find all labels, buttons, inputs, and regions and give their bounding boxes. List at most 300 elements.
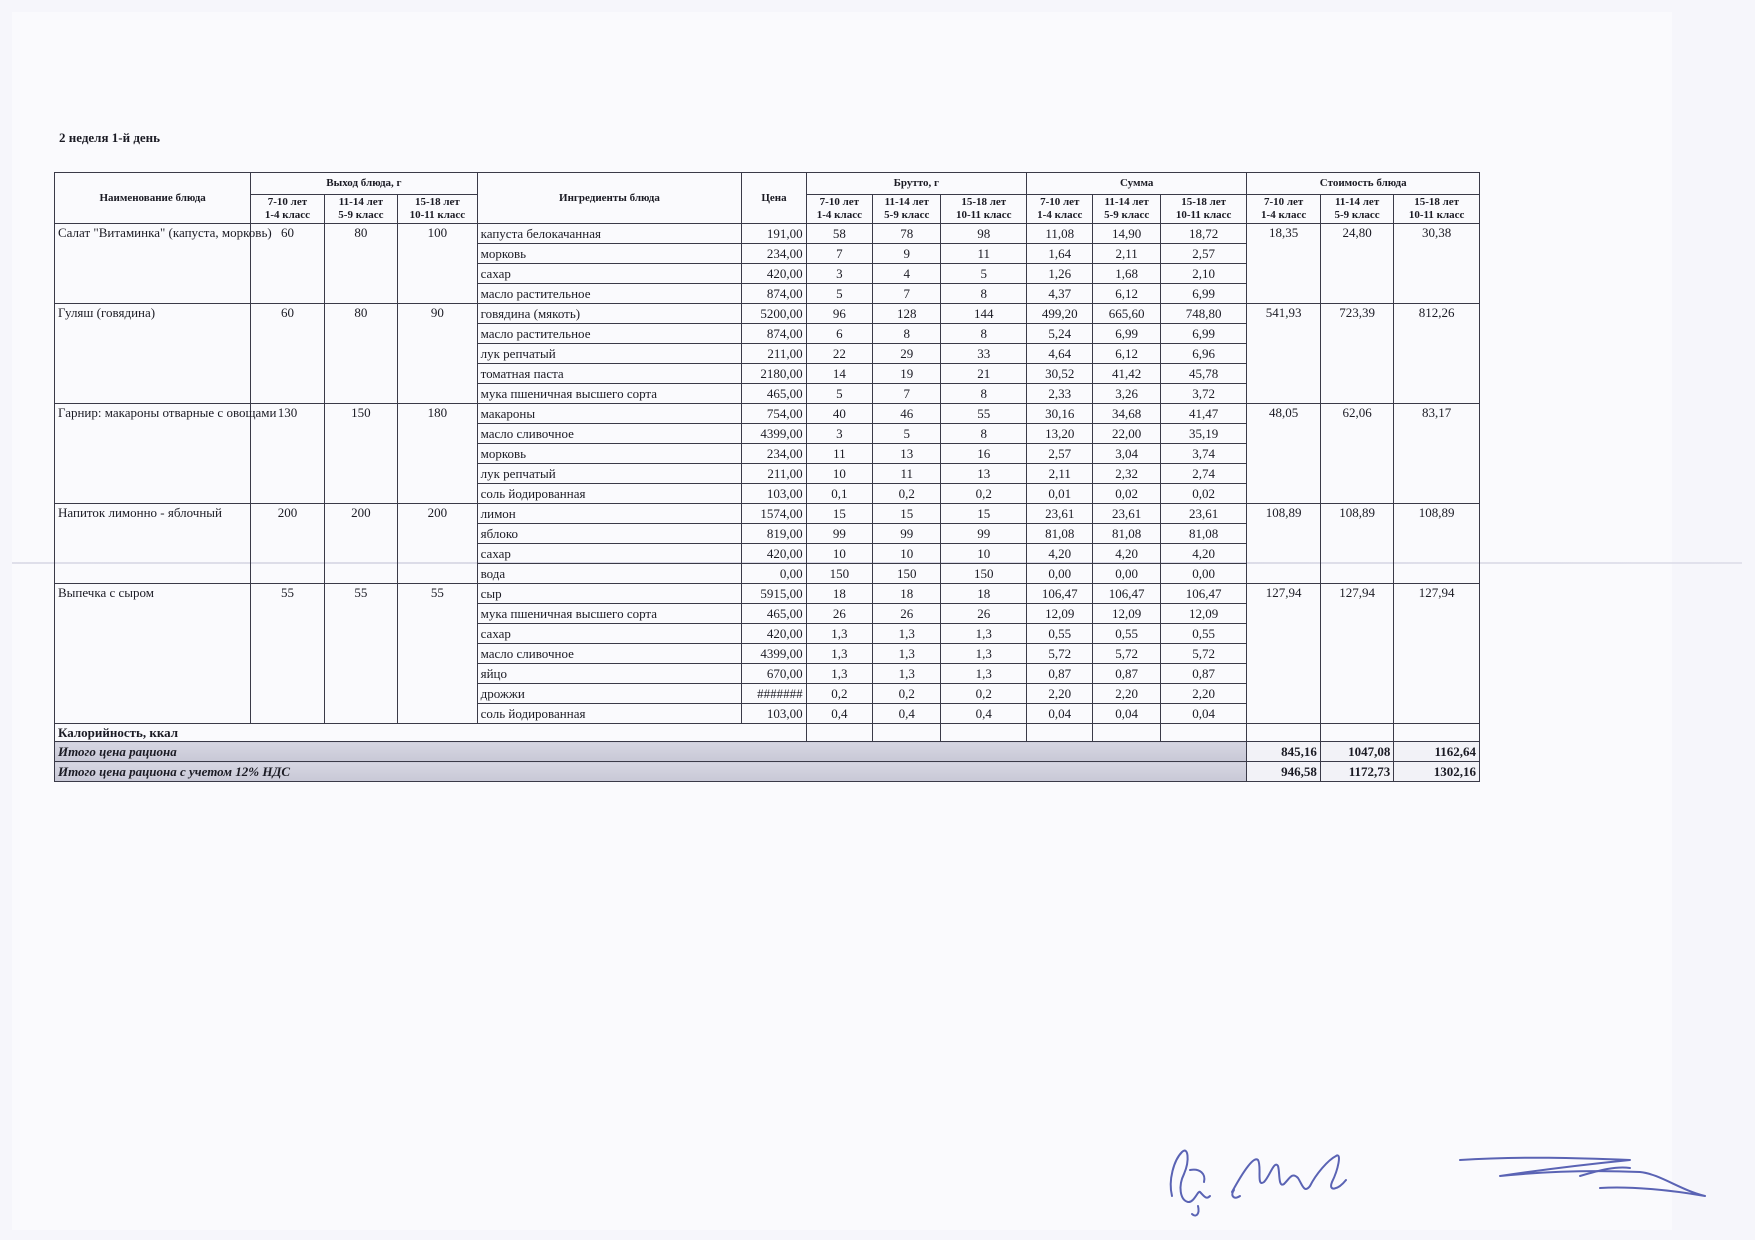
ingredient-brutto: 55 (941, 404, 1027, 424)
header-brutto-age-2 (873, 195, 941, 224)
dish-name: Гуляш (говядина) (55, 304, 251, 404)
ingredient-sum: 30,52 (1027, 364, 1093, 384)
ingredient-brutto: 98 (941, 224, 1027, 244)
ingredient-sum: 45,78 (1160, 364, 1247, 384)
grade-label: 1-4 класс (264, 209, 311, 221)
ingredient-brutto: 18 (941, 584, 1027, 604)
header-yield-age-2 (324, 195, 397, 224)
ingredient-brutto: 1,3 (941, 644, 1027, 664)
ingredient-brutto: 10 (806, 464, 872, 484)
ingredient-sum: 2,11 (1093, 244, 1160, 264)
grade-label: 1-4 класс (816, 209, 862, 221)
ingredient-name: томатная паста (477, 364, 742, 384)
ingredient-brutto: 150 (941, 564, 1027, 584)
ingredient-sum: 0,04 (1027, 704, 1093, 724)
ingredient-sum: 22,00 (1093, 424, 1160, 444)
age-label: 15-18 лет (1181, 196, 1227, 208)
dish-cost: 18,35 (1247, 224, 1320, 304)
ingredient-brutto: 1,3 (873, 664, 941, 684)
dish-cost: 723,39 (1320, 304, 1393, 404)
ingredient-brutto: 144 (941, 304, 1027, 324)
ingredient-brutto: 15 (806, 504, 872, 524)
ingredient-brutto: 8 (941, 384, 1027, 404)
ingredient-name: масло сливочное (477, 644, 742, 664)
ingredient-sum: 2,74 (1160, 464, 1247, 484)
header-brutto-age-3 (941, 195, 1027, 224)
header-brutto-age-1 (806, 195, 872, 224)
table-row (55, 224, 1480, 244)
ingredient-brutto: 15 (941, 504, 1027, 524)
ingredient-brutto: 150 (873, 564, 941, 584)
header-dish-name: Наименование блюда (55, 173, 251, 224)
ingredient-brutto: 128 (873, 304, 941, 324)
ingredient-sum: 106,47 (1160, 584, 1247, 604)
dish-cost: 127,94 (1394, 584, 1480, 724)
ingredient-price: 1574,00 (742, 504, 806, 524)
ingredient-brutto: 0,4 (941, 704, 1027, 724)
header-yield-age-3 (398, 195, 478, 224)
total-label: Итого цена рациона с учетом 12% НДС (55, 762, 1247, 782)
ingredient-sum: 0,55 (1027, 624, 1093, 644)
ingredient-brutto: 13 (941, 464, 1027, 484)
calories-cell (1320, 724, 1393, 742)
ingredient-brutto: 96 (806, 304, 872, 324)
ingredient-sum: 2,20 (1093, 684, 1160, 704)
dish-cost: 83,17 (1394, 404, 1480, 504)
header-sum-age-2 (1093, 195, 1160, 224)
ingredient-brutto: 3 (806, 264, 872, 284)
total-label: Итого цена рациона (55, 742, 1247, 762)
calories-cell (1160, 724, 1247, 742)
calories-cell (1247, 724, 1320, 742)
ingredient-brutto: 22 (806, 344, 872, 364)
table-row (55, 584, 1480, 604)
ingredient-sum: 2,57 (1160, 244, 1247, 264)
ingredient-name: морковь (477, 444, 742, 464)
ingredient-sum: 23,61 (1160, 504, 1247, 524)
grade-label: 10-11 класс (409, 209, 466, 221)
age-label: 7-10 лет (267, 196, 308, 208)
grade-label: 5-9 класс (338, 209, 384, 221)
ingredient-sum: 3,26 (1093, 384, 1160, 404)
ingredient-sum: 14,90 (1093, 224, 1160, 244)
ingredient-sum: 13,20 (1027, 424, 1093, 444)
ingredient-name: мука пшеничная высшего сорта (477, 384, 742, 404)
ingredient-brutto: 7 (873, 384, 941, 404)
dish-cost: 127,94 (1247, 584, 1320, 724)
ingredient-name: масло сливочное (477, 424, 742, 444)
dish-yield: 60 (251, 224, 324, 304)
signatures (1160, 1130, 1730, 1220)
ingredient-name: дрожжи (477, 684, 742, 704)
age-label: 11-14 лет (338, 196, 384, 208)
ingredient-sum: 2,33 (1027, 384, 1093, 404)
ingredient-name: морковь (477, 244, 742, 264)
total-value: 1172,73 (1320, 762, 1393, 782)
ingredient-sum: 665,60 (1093, 304, 1160, 324)
ingredient-name: макароны (477, 404, 742, 424)
ingredient-brutto: 10 (941, 544, 1027, 564)
dish-cost: 108,89 (1247, 504, 1320, 584)
ingredient-brutto: 7 (806, 244, 872, 264)
total-value: 1302,16 (1394, 762, 1480, 782)
ingredient-price: 103,00 (742, 704, 806, 724)
ingredient-price: 874,00 (742, 324, 806, 344)
ingredient-brutto: 26 (806, 604, 872, 624)
ingredient-brutto: 0,4 (873, 704, 941, 724)
ingredient-sum: 0,55 (1093, 624, 1160, 644)
ingredient-sum: 499,20 (1027, 304, 1093, 324)
dish-yield: 200 (324, 504, 397, 584)
age-label: 11-14 лет (1334, 196, 1380, 208)
ingredient-brutto: 150 (806, 564, 872, 584)
dish-cost: 24,80 (1320, 224, 1393, 304)
header-ingredients: Ингредиенты блюда (477, 173, 742, 224)
dish-cost: 62,06 (1320, 404, 1393, 504)
ingredient-brutto: 1,3 (941, 624, 1027, 644)
table-row (55, 404, 1480, 424)
age-label: 7-10 лет (1263, 196, 1304, 208)
dish-cost: 30,38 (1394, 224, 1480, 304)
ingredient-sum: 6,12 (1093, 344, 1160, 364)
ingredient-brutto: 0,2 (806, 684, 872, 704)
ingredient-brutto: 19 (873, 364, 941, 384)
ingredient-brutto: 99 (941, 524, 1027, 544)
dish-yield: 80 (324, 304, 397, 404)
age-label: 7-10 лет (1040, 196, 1080, 208)
ingredient-brutto: 0,2 (873, 484, 941, 504)
header-brutto: Брутто, г (806, 173, 1026, 195)
ingredient-sum: 2,20 (1160, 684, 1247, 704)
ingredient-brutto: 58 (806, 224, 872, 244)
ingredient-brutto: 18 (806, 584, 872, 604)
ingredient-sum: 748,80 (1160, 304, 1247, 324)
ingredient-price: 234,00 (742, 444, 806, 464)
ingredient-sum: 81,08 (1160, 524, 1247, 544)
ingredient-sum: 0,04 (1093, 704, 1160, 724)
dish-cost: 812,26 (1394, 304, 1480, 404)
ingredient-brutto: 1,3 (941, 664, 1027, 684)
ingredient-brutto: 8 (941, 424, 1027, 444)
ingredient-brutto: 26 (941, 604, 1027, 624)
total-row (55, 762, 1480, 782)
ingredient-brutto: 5 (941, 264, 1027, 284)
header-cost: Стоимость блюда (1247, 173, 1480, 195)
ingredient-sum: 12,09 (1093, 604, 1160, 624)
dish-yield: 200 (251, 504, 324, 584)
calories-label: Калорийность, ккал (55, 724, 807, 742)
ingredient-name: вода (477, 564, 742, 584)
dish-cost: 127,94 (1320, 584, 1393, 724)
ingredient-brutto: 46 (873, 404, 941, 424)
ingredient-brutto: 4 (873, 264, 941, 284)
ingredient-sum: 6,99 (1160, 324, 1247, 344)
ingredient-sum: 106,47 (1093, 584, 1160, 604)
dish-yield: 55 (398, 584, 478, 724)
ingredient-name: сахар (477, 264, 742, 284)
ingredient-sum: 1,26 (1027, 264, 1093, 284)
ingredient-sum: 81,08 (1027, 524, 1093, 544)
handwritten-signatures (1160, 1130, 1730, 1220)
ingredient-sum: 2,20 (1027, 684, 1093, 704)
ingredient-price: 211,00 (742, 464, 806, 484)
ingredient-name: соль йодированная (477, 484, 742, 504)
ingredient-price: 5915,00 (742, 584, 806, 604)
ingredient-sum: 3,74 (1160, 444, 1247, 464)
ingredient-sum: 6,12 (1093, 284, 1160, 304)
ingredient-brutto: 0,4 (806, 704, 872, 724)
age-label: 15-18 лет (1414, 196, 1460, 208)
calories-row (55, 724, 1480, 742)
ingredient-sum: 1,68 (1093, 264, 1160, 284)
ingredient-name: масло растительное (477, 284, 742, 304)
ingredient-brutto: 13 (873, 444, 941, 464)
ingredient-name: мука пшеничная высшего сорта (477, 604, 742, 624)
ingredient-price: 211,00 (742, 344, 806, 364)
ingredient-brutto: 11 (941, 244, 1027, 264)
ingredient-sum: 0,04 (1160, 704, 1247, 724)
dish-name: Гарнир: макароны отварные с овощами (55, 404, 251, 504)
ingredient-sum: 0,02 (1160, 484, 1247, 504)
ingredient-sum: 2,32 (1093, 464, 1160, 484)
ingredient-sum: 30,16 (1027, 404, 1093, 424)
ingredient-price: 670,00 (742, 664, 806, 684)
table-row (55, 504, 1480, 524)
menu-cost-table (54, 172, 1480, 782)
calories-cell (1027, 724, 1093, 742)
ingredient-price: 2180,00 (742, 364, 806, 384)
ingredient-sum: 6,99 (1093, 324, 1160, 344)
ingredient-price: 420,00 (742, 544, 806, 564)
ingredient-brutto: 10 (873, 544, 941, 564)
calories-cell (873, 724, 941, 742)
ingredient-sum: 12,09 (1160, 604, 1247, 624)
ingredient-price: 234,00 (742, 244, 806, 264)
ingredient-sum: 23,61 (1093, 504, 1160, 524)
ingredient-name: лимон (477, 504, 742, 524)
header-cost-age-2 (1320, 195, 1393, 224)
ingredient-sum: 4,37 (1027, 284, 1093, 304)
ingredient-price: 420,00 (742, 264, 806, 284)
ingredient-name: сахар (477, 624, 742, 644)
age-label: 15-18 лет (414, 196, 460, 208)
ingredient-sum: 0,02 (1093, 484, 1160, 504)
dish-cost: 48,05 (1247, 404, 1320, 504)
ingredient-brutto: 18 (873, 584, 941, 604)
ingredient-name: яйцо (477, 664, 742, 684)
grade-label: 10-11 класс (1408, 209, 1465, 221)
ingredient-sum: 34,68 (1093, 404, 1160, 424)
ingredient-price: 103,00 (742, 484, 806, 504)
dish-name: Салат "Витаминка" (капуста, морковь) (55, 224, 251, 304)
header-yield-age-1 (251, 195, 324, 224)
ingredient-price: 819,00 (742, 524, 806, 544)
ingredient-sum: 23,61 (1027, 504, 1093, 524)
header-price: Цена (742, 173, 806, 224)
total-value: 1047,08 (1320, 742, 1393, 762)
ingredient-price: ####### (742, 684, 806, 704)
ingredient-sum: 5,72 (1027, 644, 1093, 664)
header-cost-age-1 (1247, 195, 1320, 224)
ingredient-price: 465,00 (742, 604, 806, 624)
age-label: 15-18 лет (961, 196, 1007, 208)
ingredient-sum: 3,04 (1093, 444, 1160, 464)
dish-yield: 180 (398, 404, 478, 504)
ingredient-sum: 41,47 (1160, 404, 1247, 424)
ingredient-price: 4399,00 (742, 644, 806, 664)
ingredient-brutto: 78 (873, 224, 941, 244)
ingredient-sum: 41,42 (1093, 364, 1160, 384)
dish-yield: 60 (251, 304, 324, 404)
dish-yield: 80 (324, 224, 397, 304)
ingredient-sum: 5,72 (1160, 644, 1247, 664)
ingredient-name: яблоко (477, 524, 742, 544)
ingredient-brutto: 8 (873, 324, 941, 344)
grade-label: 10-11 класс (1175, 209, 1232, 221)
calories-cell (1394, 724, 1480, 742)
ingredient-brutto: 14 (806, 364, 872, 384)
dish-yield: 130 (251, 404, 324, 504)
ingredient-sum: 0,87 (1027, 664, 1093, 684)
ingredient-brutto: 3 (806, 424, 872, 444)
grade-label: 5-9 класс (1104, 209, 1150, 221)
grade-label: 1-4 класс (1261, 209, 1307, 221)
header-sum-age-3 (1160, 195, 1247, 224)
table-body (55, 224, 1480, 724)
ingredient-sum: 0,01 (1027, 484, 1093, 504)
calories-cell (806, 724, 872, 742)
dish-cost: 541,93 (1247, 304, 1320, 404)
ingredient-sum: 4,64 (1027, 344, 1093, 364)
ingredient-name: масло растительное (477, 324, 742, 344)
ingredient-sum: 0,00 (1027, 564, 1093, 584)
ingredient-brutto: 0,1 (806, 484, 872, 504)
ingredient-brutto: 21 (941, 364, 1027, 384)
page-title: 2 неделя 1-й день (59, 130, 161, 145)
ingredient-sum: 106,47 (1027, 584, 1093, 604)
calories-cell (941, 724, 1027, 742)
total-value: 1162,64 (1394, 742, 1480, 762)
ingredient-sum: 35,19 (1160, 424, 1247, 444)
ingredient-sum: 4,20 (1027, 544, 1093, 564)
ingredient-sum: 0,00 (1160, 564, 1247, 584)
ingredient-brutto: 1,3 (806, 644, 872, 664)
ingredient-name: капуста белокачанная (477, 224, 742, 244)
grade-label: 5-9 класс (1334, 209, 1380, 221)
ingredient-sum: 11,08 (1027, 224, 1093, 244)
ingredient-price: 465,00 (742, 384, 806, 404)
dish-yield: 55 (251, 584, 324, 724)
ingredient-brutto: 16 (941, 444, 1027, 464)
ingredient-sum: 2,57 (1027, 444, 1093, 464)
ingredient-brutto: 99 (806, 524, 872, 544)
ingredient-brutto: 8 (941, 324, 1027, 344)
grade-label: 1-4 класс (1037, 209, 1083, 221)
total-row (55, 742, 1480, 762)
ingredient-sum: 6,99 (1160, 284, 1247, 304)
total-value: 946,58 (1247, 762, 1320, 782)
dish-name: Выпечка с сыром (55, 584, 251, 724)
ingredient-price: 4399,00 (742, 424, 806, 444)
ingredient-price: 754,00 (742, 404, 806, 424)
ingredient-sum: 2,10 (1160, 264, 1247, 284)
dish-cost: 108,89 (1320, 504, 1393, 584)
ingredient-brutto: 5 (806, 384, 872, 404)
grade-label: 5-9 класс (884, 209, 930, 221)
ingredient-brutto: 33 (941, 344, 1027, 364)
ingredient-sum: 81,08 (1093, 524, 1160, 544)
ingredient-brutto: 40 (806, 404, 872, 424)
header-sum-age-1 (1027, 195, 1093, 224)
ingredient-brutto: 5 (873, 424, 941, 444)
ingredient-brutto: 0,2 (873, 684, 941, 704)
ingredient-price: 874,00 (742, 284, 806, 304)
dish-name: Напиток лимонно - яблочный (55, 504, 251, 584)
ingredient-brutto: 0,2 (941, 484, 1027, 504)
ingredient-sum: 0,87 (1160, 664, 1247, 684)
ingredient-sum: 6,96 (1160, 344, 1247, 364)
dish-yield: 200 (398, 504, 478, 584)
table-row (55, 304, 1480, 324)
ingredient-sum: 4,20 (1093, 544, 1160, 564)
ingredient-sum: 12,09 (1027, 604, 1093, 624)
ingredient-name: лук репчатый (477, 344, 742, 364)
ingredient-name: соль йодированная (477, 704, 742, 724)
ingredient-brutto: 7 (873, 284, 941, 304)
ingredient-brutto: 1,3 (873, 624, 941, 644)
ingredient-sum: 5,72 (1093, 644, 1160, 664)
ingredient-sum: 2,11 (1027, 464, 1093, 484)
ingredient-brutto: 26 (873, 604, 941, 624)
ingredient-price: 420,00 (742, 624, 806, 644)
ingredient-sum: 0,00 (1093, 564, 1160, 584)
ingredient-name: лук репчатый (477, 464, 742, 484)
ingredient-name: сыр (477, 584, 742, 604)
ingredient-sum: 1,64 (1027, 244, 1093, 264)
ingredient-brutto: 29 (873, 344, 941, 364)
ingredient-brutto: 1,3 (873, 644, 941, 664)
ingredient-brutto: 6 (806, 324, 872, 344)
calories-cell (1093, 724, 1160, 742)
ingredient-sum: 3,72 (1160, 384, 1247, 404)
ingredient-brutto: 10 (806, 544, 872, 564)
ingredient-brutto: 15 (873, 504, 941, 524)
ingredient-price: 5200,00 (742, 304, 806, 324)
grade-label: 10-11 класс (955, 209, 1012, 221)
ingredient-sum: 0,55 (1160, 624, 1247, 644)
ingredient-brutto: 1,3 (806, 664, 872, 684)
ingredient-sum: 5,24 (1027, 324, 1093, 344)
ingredient-brutto: 9 (873, 244, 941, 264)
age-label: 7-10 лет (819, 196, 860, 208)
ingredient-brutto: 99 (873, 524, 941, 544)
table-header (55, 173, 1480, 224)
ingredient-brutto: 8 (941, 284, 1027, 304)
ingredient-brutto: 1,3 (806, 624, 872, 644)
dish-yield: 90 (398, 304, 478, 404)
ingredient-brutto: 0,2 (941, 684, 1027, 704)
age-label: 11-14 лет (884, 196, 929, 208)
ingredient-brutto: 11 (806, 444, 872, 464)
dish-cost: 108,89 (1394, 504, 1480, 584)
dish-yield: 150 (324, 404, 397, 504)
age-label: 11-14 лет (1104, 196, 1149, 208)
ingredient-sum: 0,87 (1093, 664, 1160, 684)
ingredient-name: говядина (мякоть) (477, 304, 742, 324)
ingredient-price: 0,00 (742, 564, 806, 584)
dish-yield: 100 (398, 224, 478, 304)
ingredient-brutto: 5 (806, 284, 872, 304)
